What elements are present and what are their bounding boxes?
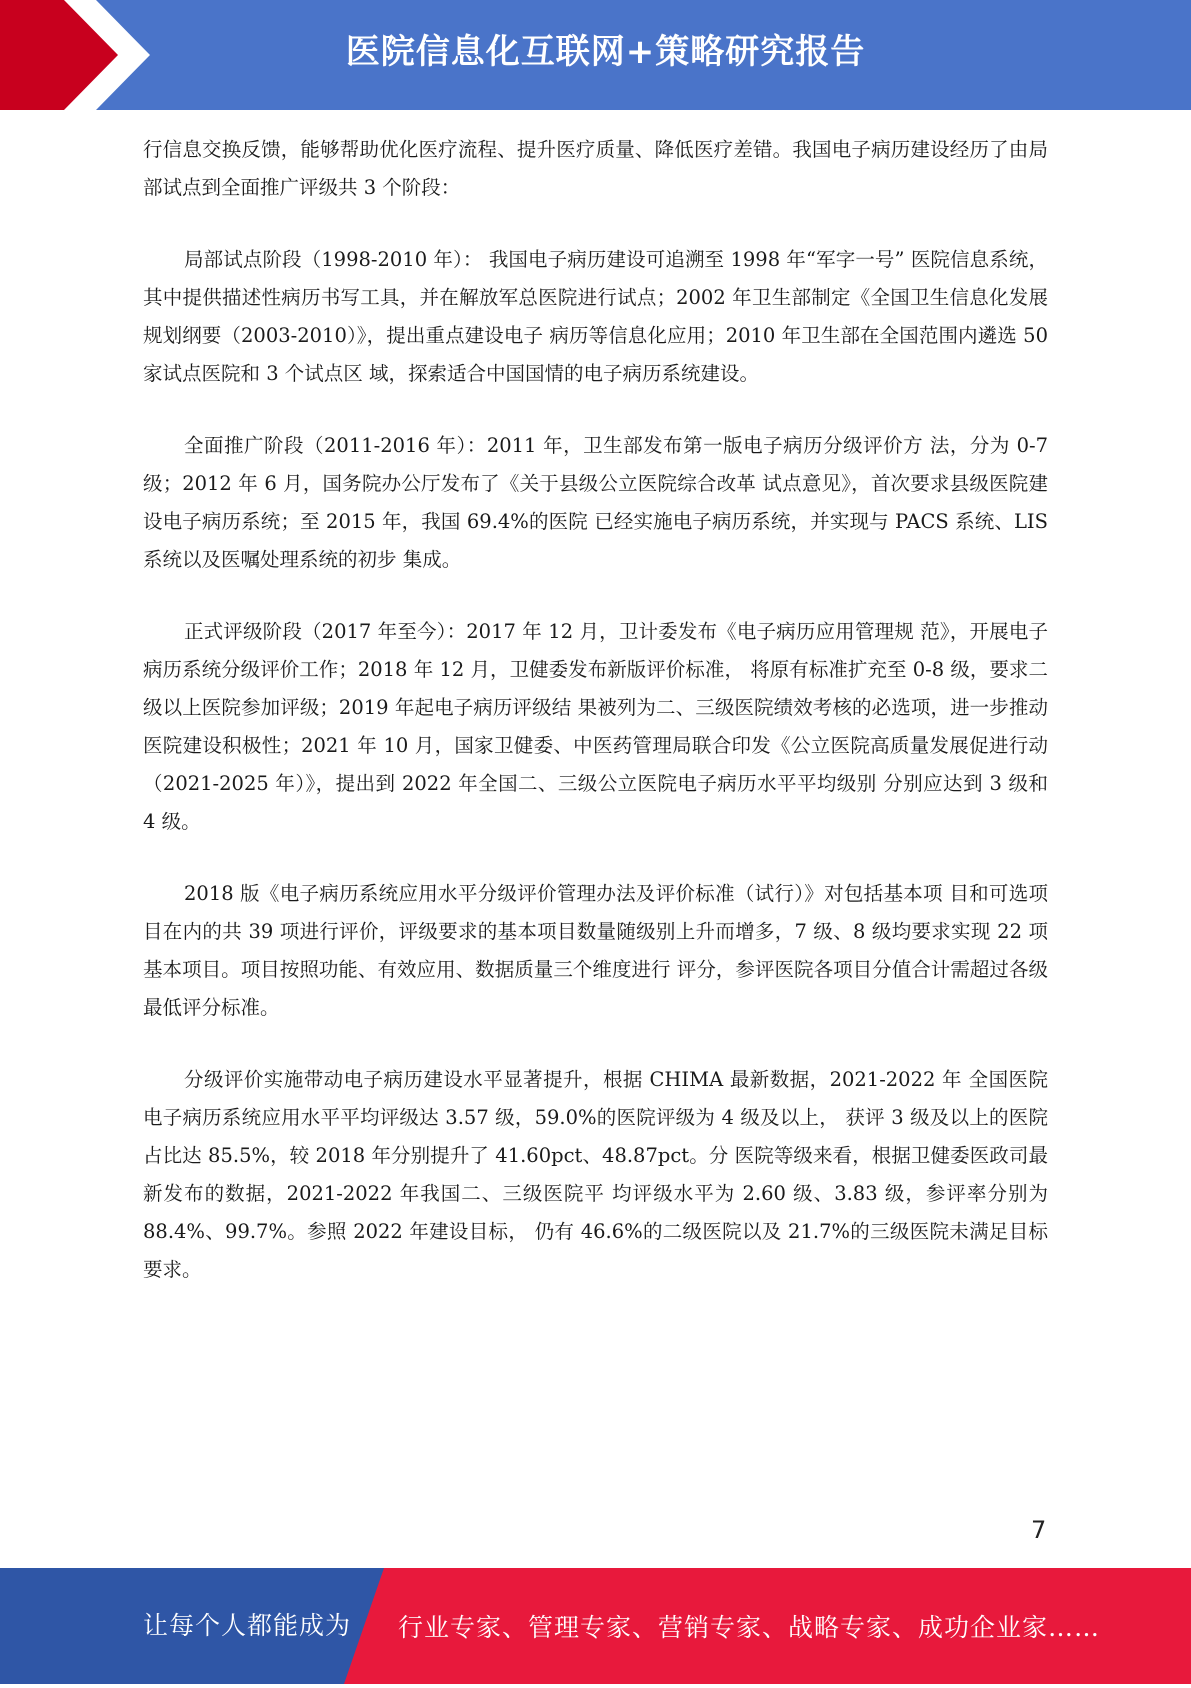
footer-slogan-right: 行业专家、管理专家、营销专家、战略专家、成功企业家…… — [398, 1613, 1101, 1642]
document-body — [143, 131, 1048, 1323]
report-header-banner — [0, 0, 1191, 110]
paragraph-2018-standard: 2018 版《电子病历系统应用水平分级评价管理办法及评价标准（试行）》对包括基本项 目和可选项目在内的共 39 项进行评价，评级要求的基本项目数量随级别上升而增多，7 级、8 级均要求实现 22 项基本项目。项目按照功能、有效应用、数据质量三个维度进行 评分，参评医院各项目分值合计需超过各级最低评分标准。 — [143, 882, 1048, 1019]
paragraph-intro-continuation: 行信息交换反馈，能够帮助优化医疗流程、提升医疗质量、降低医疗差错。我国电子病历建设经历了由局部试点到全面推广评级共 3 个阶段： — [143, 138, 1048, 199]
report-title: 医院信息化互联网+策略研究报告 — [345, 32, 866, 72]
footer-banner — [0, 1568, 1191, 1684]
paragraph-rating-stage: 正式评级阶段（2017 年至今）：2017 年 12 月，卫计委发布《电子病历应用管理规 范》，开展电子病历系统分级评价工作；2018 年 12 月，卫健委发布新版评价标准， 将原有标准扩充至 0-8 级，要求二级以上医院参加评级；2019 年起电子病历评级结 果被列为二、三级医院绩效考核的必选项，进一步推动医院建设积极性；2021 年 10 月，国家卫健委、中医药管理局联合印发《公立医院高质量发展促进行动 （2021-2025 年）》，提出到 2022 年全国二、三级公立医院电子病历水平平均级别 分别应达到 3 级和 4 级。 — [143, 620, 1048, 833]
footer-slogan-left: 让每个人都能成为 — [143, 1611, 352, 1640]
paragraph-promotion-stage: 全面推广阶段（2011-2016 年）：2011 年，卫生部发布第一版电子病历分级评价方 法，分为 0-7 级；2012 年 6 月，国务院办公厅发布了《关于县级公立医院综合改革 试点意见》，首次要求县级医院建设电子病历系统；至 2015 年，我国 69.4%的医院 已经实施电子病历系统，并实现与 PACS 系统、LIS 系统以及医嘱处理系统的初步 集成。 — [143, 434, 1048, 571]
paragraph-pilot-stage: 局部试点阶段（1998-2010 年）： 我国电子病历建设可追溯至 1998 年“军字一号” 医院信息系统，其中提供描述性病历书写工具，并在解放军总医院进行试点；2002 年卫生部制定《全国卫生信息化发展规划纲要（2003-2010）》，提出重点建设电子 病历等信息化应用；2010 年卫生部在全国范围内遴选 50 家试点医院和 3 个试点区 域，探索适合中国国情的电子病历系统建设。 — [143, 248, 1048, 385]
paragraph-rating-results: 分级评价实施带动电子病历建设水平显著提升，根据 CHIMA 最新数据，2021-2022 年 全国医院电子病历系统应用水平平均评级达 3.57 级，59.0%的医院评级为 4 级及以上， 获评 3 级及以上的医院占比达 85.5%，较 2018 年分别提升了 41.60pct、48.87pct。分 医院等级来看，根据卫健委医政司最新发布的数据，2021-2022 年我国二、三级医院平 均评级水平为 2.60 级、3.83 级，参评率分别为 88.4%、99.7%。参照 2022 年建设目标， 仍有 46.6%的二级医院以及 21.7%的三级医院未满足目标要求。 — [143, 1068, 1048, 1281]
page-number: 7 — [1031, 1516, 1047, 1544]
